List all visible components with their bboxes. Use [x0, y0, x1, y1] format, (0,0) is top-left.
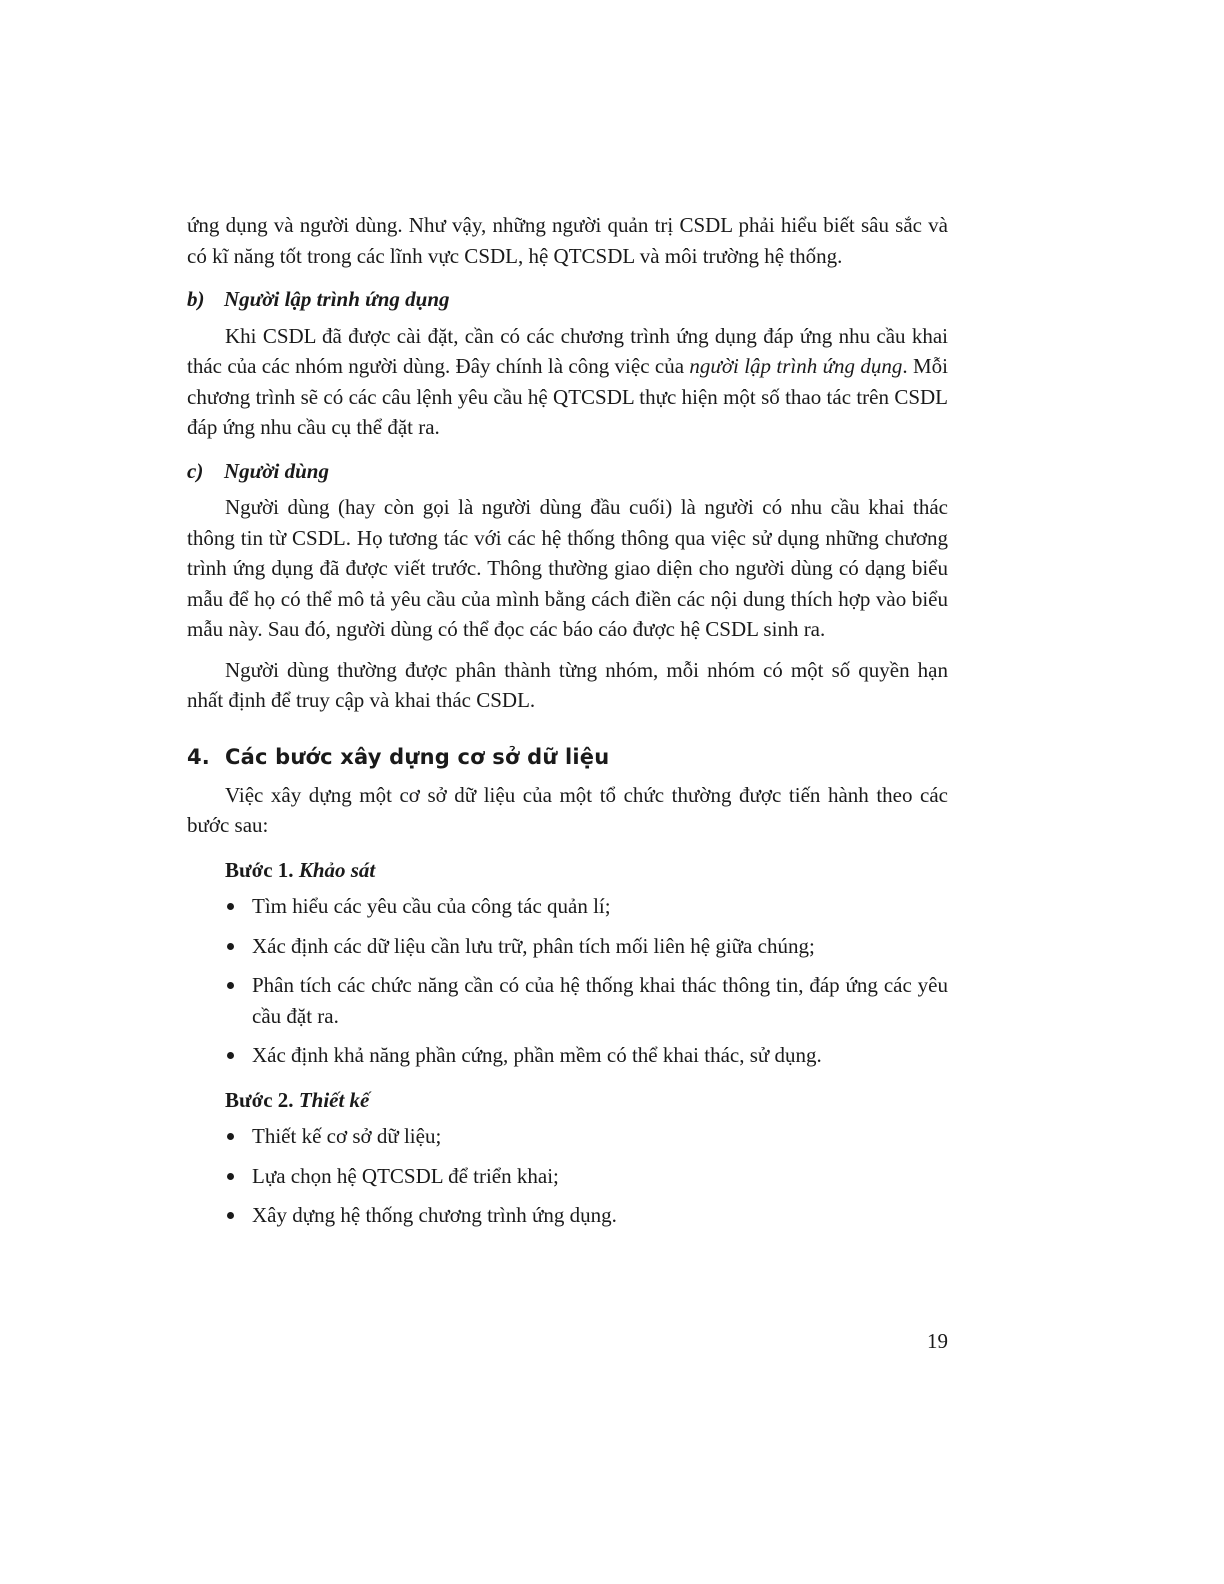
- list-item: [187, 1200, 948, 1231]
- bullet-icon: [227, 1173, 234, 1180]
- page-number: 19: [927, 1329, 948, 1353]
- paragraph-c-1: Người dùng (hay còn gọi là người dùng đầu cuối) là người có nhu cầu khai thác thông tin từ CSDL. Họ tương tác với các hệ thống thông qua việc sử dụng những chương trình ứng dụng đã được viết trước. Thông thường giao diện cho người dùng có dạng biểu mẫu để họ có thể mô tả yêu cầu của mình bằng cách điền các nội dung thích hợp vào biểu mẫu này. Sau đó, người dùng có thể đọc các báo cáo được hệ CSDL sinh ra.: [187, 495, 948, 641]
- list-item: [187, 1040, 948, 1071]
- section-4-number: 4.: [187, 744, 210, 769]
- list-item-text: Lựa chọn hệ QTCSDL để triển khai;: [252, 1163, 559, 1188]
- section-4-heading: [187, 742, 948, 772]
- step-1-label: Bước 1.: [225, 857, 294, 882]
- paragraph-b: [187, 321, 948, 443]
- subheading-b-title: Người lập trình ứng dụng: [224, 287, 450, 311]
- page-body: [187, 210, 948, 1240]
- subheading-b: [187, 284, 948, 315]
- paragraph-b-italic: người lập trình ứng dụng: [689, 354, 903, 378]
- bullet-icon: [227, 982, 234, 989]
- subheading-c-title: Người dùng: [224, 458, 329, 483]
- subheading-c-tag: c): [187, 458, 204, 483]
- section-4-intro: Việc xây dựng một cơ sở dữ liệu của một tổ chức thường được tiến hành theo các bước sau:: [187, 782, 948, 837]
- paragraph-c-2: Người dùng thường được phân thành từng nhóm, mỗi nhóm có một số quyền hạn nhất định để truy cập và khai thác CSDL.: [187, 657, 948, 712]
- bullet-icon: [227, 903, 234, 910]
- list-item-text: Xác định các dữ liệu cần lưu trữ, phân tích mối liên hệ giữa chúng;: [252, 933, 815, 958]
- bullet-icon: [227, 1133, 234, 1140]
- paragraph-b-part2: . Mỗi chương trình sẽ có các câu lệnh yêu cầu hệ QTCSDL thực hiện một số thao tác trên CSDL đáp ứng nhu cầu cụ thể đặt ra.: [187, 354, 948, 439]
- subheading-b-tag: b): [187, 287, 205, 311]
- intro-paragraph: ứng dụng và người dùng. Như vậy, những người quản trị CSDL phải hiểu biết sâu sắc và có kĩ năng tốt trong các lĩnh vực CSDL, hệ QTCSDL và môi trường hệ thống.: [187, 213, 948, 268]
- list-item: [187, 1121, 948, 1152]
- list-item: [187, 970, 948, 1031]
- list-item: [187, 931, 948, 962]
- step-1-name: Khảo sát: [298, 857, 376, 882]
- bullet-icon: [227, 943, 234, 950]
- list-item: [187, 1161, 948, 1192]
- subheading-c: [187, 456, 948, 487]
- step-2-label: Bước 2.: [225, 1087, 294, 1112]
- list-item-text: Xác định khả năng phần cứng, phần mềm có thể khai thác, sử dụng.: [252, 1043, 822, 1067]
- step-1-list: [187, 891, 948, 1071]
- step-1-heading: [225, 855, 948, 886]
- section-4-title: Các bước xây dựng cơ sở dữ liệu: [225, 744, 610, 769]
- step-2-list: [187, 1121, 948, 1231]
- list-item: [187, 891, 948, 922]
- paragraph-b-part1: Khi CSDL đã được cài đặt, cần có các chương trình ứng dụng đáp ứng nhu cầu khai thác của các nhóm người dùng. Đây chính là công việc của: [187, 323, 948, 378]
- step-2-heading: [225, 1085, 948, 1116]
- step-2-name: Thiết kế: [298, 1087, 370, 1112]
- list-item-text: Phân tích các chức năng cần có của hệ thống khai thác thông tin, đáp ứng các yêu cầu đặt ra.: [252, 973, 948, 1028]
- bullet-icon: [227, 1212, 234, 1219]
- list-item-text: Tìm hiểu các yêu cầu của công tác quản lí;: [252, 894, 611, 918]
- list-item-text: Thiết kế cơ sở dữ liệu;: [252, 1124, 442, 1148]
- bullet-icon: [227, 1052, 234, 1059]
- list-item-text: Xây dựng hệ thống chương trình ứng dụng.: [252, 1203, 617, 1227]
